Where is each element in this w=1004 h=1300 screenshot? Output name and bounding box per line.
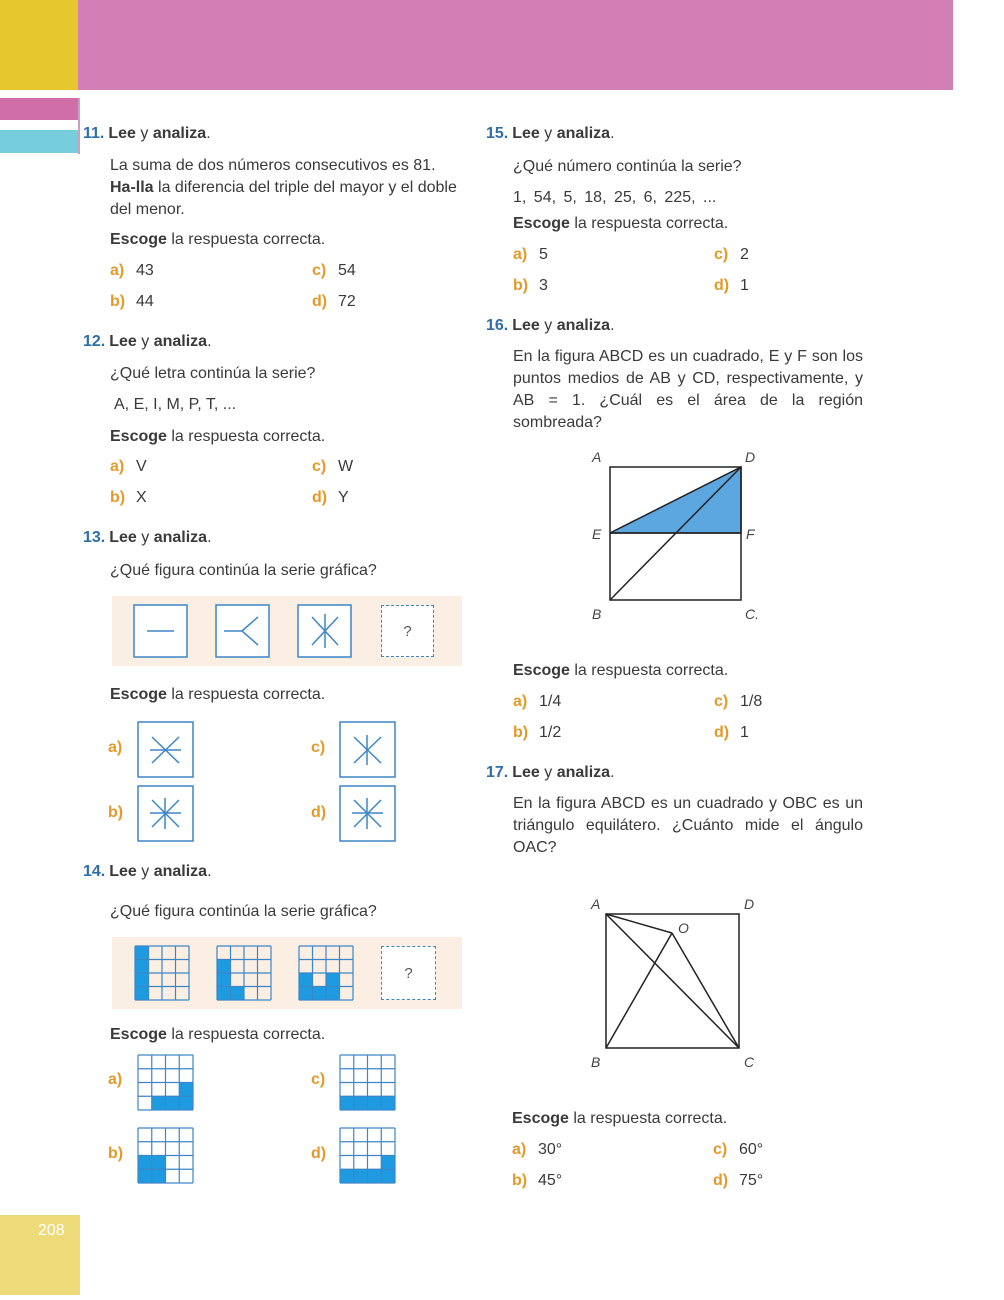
lee-word: Lee (109, 863, 137, 880)
analiza-word: analiza (152, 125, 207, 142)
lee-word: Lee (512, 764, 540, 781)
option-value: 45° (538, 1172, 563, 1189)
q16-label-a: A (592, 449, 602, 465)
y-word: y (539, 764, 557, 781)
analiza-word: analiza (556, 764, 611, 781)
instruction-rest: la respuesta correcta. (166, 231, 326, 248)
analiza-word: analiza (153, 863, 208, 880)
option-letter: b) (110, 293, 126, 310)
dot: . (610, 125, 615, 142)
escoge-word: Escoge (513, 215, 570, 232)
option-letter: d) (311, 804, 327, 821)
escoge-word: Escoge (110, 428, 167, 445)
q17-label-c: C (744, 1054, 755, 1070)
question-number: 12. (83, 333, 106, 350)
option-value: 75° (739, 1172, 764, 1189)
option-letter: d) (312, 293, 328, 310)
analiza-word: analiza (556, 317, 611, 334)
option-value: 43 (136, 262, 154, 279)
option-letter: a) (110, 262, 125, 279)
option-value: 60° (739, 1141, 764, 1158)
option-letter: d) (713, 1172, 729, 1189)
y-word: y (135, 125, 153, 142)
option-letter: a) (110, 458, 125, 475)
q17-option-b[interactable] (512, 1172, 562, 1190)
option-letter: b) (513, 724, 529, 741)
option-value: 54 (338, 262, 356, 279)
option-letter: d) (714, 724, 730, 741)
y-word: y (136, 863, 154, 880)
q17-instruction (512, 1108, 727, 1130)
q15-series: 1, 54, 5, 18, 25, 6, 225, ... (513, 189, 717, 206)
instruction-rest: la respuesta correcta. (166, 428, 326, 445)
option-letter: a) (108, 739, 123, 756)
option-letter: c) (311, 1071, 326, 1088)
escoge-word: Escoge (110, 231, 167, 248)
y-word: y (539, 317, 557, 334)
option-letter: c) (714, 693, 729, 710)
question-number: 13. (83, 529, 106, 546)
analiza-word: analiza (556, 125, 611, 142)
q12-question: ¿Qué letra continúa la serie? (110, 365, 316, 382)
option-letter: c) (713, 1141, 728, 1158)
q11-text-a: La suma de dos números consecutivos es 81. (110, 157, 436, 174)
q11-text-bold: Ha-lla (110, 179, 154, 196)
analiza-word: analiza (153, 529, 208, 546)
option-value: 5 (539, 246, 548, 263)
lee-word: Lee (512, 317, 540, 334)
option-value: 1/2 (539, 724, 562, 741)
option-letter: d) (714, 277, 730, 294)
q16-label-b: B (592, 606, 602, 622)
lee-word: Lee (109, 333, 137, 350)
option-letter: d) (311, 1145, 327, 1162)
q12-series: A, E, I, M, P, T, ... (114, 396, 237, 413)
option-letter: c) (312, 458, 327, 475)
question-number: 17. (486, 764, 509, 781)
dot: . (207, 863, 212, 880)
q11-text-b: la diferencia del triple del mayor y el doble del menor. (110, 179, 457, 218)
option-letter: c) (311, 739, 326, 756)
instruction-rest: la respuesta correcta. (569, 215, 729, 232)
instruction-rest: la respuesta correcta. (569, 662, 729, 679)
q17-label-d: D (744, 896, 755, 912)
lee-word: Lee (109, 529, 137, 546)
escoge-word: Escoge (512, 1110, 569, 1127)
option-value: Y (338, 489, 349, 506)
dot: . (610, 764, 615, 781)
question-number: 16. (486, 317, 509, 334)
option-value: 1/4 (539, 693, 562, 710)
option-letter: b) (512, 1172, 528, 1189)
lee-word: Lee (512, 125, 540, 142)
q17-label-a: A (591, 896, 601, 912)
q17-option-d[interactable] (713, 1172, 763, 1190)
option-value: 1/8 (740, 693, 763, 710)
analiza-word: analiza (153, 333, 208, 350)
q16-label-e: E (592, 526, 602, 542)
option-letter: c) (714, 246, 729, 263)
dot: . (610, 317, 615, 334)
option-letter: a) (513, 246, 528, 263)
dot: . (206, 125, 211, 142)
option-letter: b) (110, 489, 126, 506)
page-number: 208 (38, 1222, 65, 1239)
option-letter: b) (108, 804, 124, 821)
option-value: 1 (740, 724, 749, 741)
q13-missing-figure: ? (381, 605, 434, 657)
q17-option-c[interactable] (713, 1141, 763, 1159)
option-letter: a) (513, 693, 528, 710)
instruction-rest: la respuesta correcta. (166, 1026, 326, 1043)
y-word: y (539, 125, 557, 142)
option-letter: a) (512, 1141, 527, 1158)
dot: . (207, 333, 212, 350)
q14-question: ¿Qué figura continúa la serie gráfica? (110, 903, 377, 920)
q16-label-f: F (746, 526, 755, 542)
q14-missing-figure: ? (381, 946, 436, 1000)
q15-question: ¿Qué número continúa la serie? (513, 158, 742, 175)
option-value: X (136, 489, 147, 506)
q16-label-d: D (745, 449, 756, 465)
option-value: 1 (740, 277, 749, 294)
escoge-word: Escoge (513, 662, 570, 679)
y-word: y (136, 529, 154, 546)
q16-text: En la figura ABCD es un cuadrado, E y F son los puntos medios de AB y CD, respectivamente, y AB = 1. ¿Cuál es el área de la región sombreada? (513, 348, 863, 431)
q17-text: En la figura ABCD es un cuadrado y OBC es un triángulo equilátero. ¿Cuánto mide el ángulo OAC? (513, 795, 863, 856)
question-number: 15. (486, 125, 509, 142)
instruction-rest: la respuesta correcta. (568, 1110, 728, 1127)
q17-label-o: O (678, 920, 689, 936)
dot: . (207, 529, 212, 546)
q17-option-a[interactable] (512, 1141, 562, 1159)
escoge-word: Escoge (110, 686, 167, 703)
question-number: 14. (83, 863, 106, 880)
option-value: V (136, 458, 147, 475)
q16-label-c: C. (745, 606, 759, 622)
option-letter: a) (108, 1071, 123, 1088)
option-letter: d) (312, 489, 328, 506)
option-value: W (338, 458, 354, 475)
lee-word: Lee (108, 125, 136, 142)
option-letter: c) (312, 262, 327, 279)
q17-label-b: B (591, 1054, 601, 1070)
option-letter: b) (513, 277, 529, 294)
q13-question: ¿Qué figura continúa la serie gráfica? (110, 562, 377, 579)
option-value: 3 (539, 277, 548, 294)
escoge-word: Escoge (110, 1026, 167, 1043)
option-value: 30° (538, 1141, 563, 1158)
y-word: y (136, 333, 154, 350)
option-value: 72 (338, 293, 356, 310)
question-number: 11. (83, 125, 105, 142)
instruction-rest: la respuesta correcta. (166, 686, 326, 703)
option-value: 44 (136, 293, 154, 310)
option-value: 2 (740, 246, 749, 263)
option-letter: b) (108, 1145, 124, 1162)
